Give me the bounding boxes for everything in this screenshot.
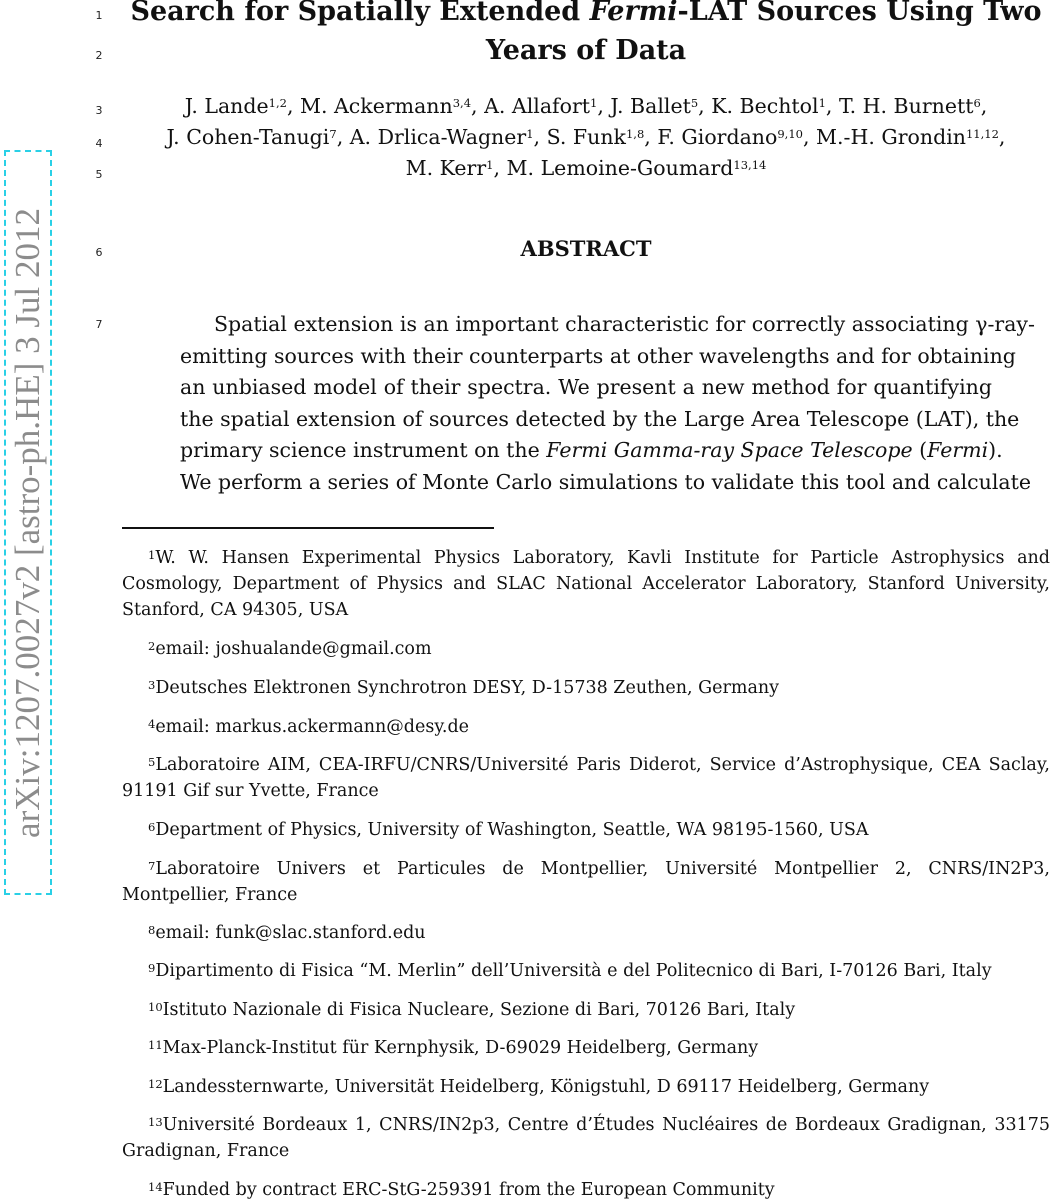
- author-name: M.-H. Grondin: [816, 125, 966, 149]
- abstract-line: Spatial extension is an important characteristic for correctly associating γ-ray-: [214, 312, 1035, 336]
- title-line-1: Search for Spatially Extended Fermi-LAT Sources Using Two: [130, 0, 1042, 27]
- footnote-text: Laboratoire Univers et Particules de Montpellier, Université Montpellier 2, CNRS/IN2P3, Montpellier, France: [122, 859, 1050, 905]
- affiliation-marker: 7: [329, 127, 337, 141]
- footnote: [122, 1074, 1050, 1100]
- footnote: [122, 920, 1050, 946]
- footnote: [122, 817, 1050, 843]
- footnote-text: Deutsches Elektronen Synchrotron DESY, D-15738 Zeuthen, Germany: [155, 678, 780, 698]
- affiliation-marker: 11,12: [965, 127, 999, 141]
- affiliation-marker: 1,2: [268, 96, 287, 110]
- author-name: F. Giordano: [657, 125, 778, 149]
- footnote: [122, 856, 1050, 908]
- author-name: M. Kerr: [405, 156, 487, 180]
- author-line: J. Lande$^{1,2}$, M. Ackermann$^{3,4}$, A. Allafort$^1$, J. Ballet$^5$, K. Bechtol$^1$, T. H. Burnett$^6$,: [184, 94, 988, 118]
- abstract-line: primary science instrument on the Fermi Gamma-ray Space Telescope (Fermi).: [180, 438, 1003, 462]
- footnote-number: 10: [148, 1000, 163, 1014]
- footnote-text: Funded by contract ERC-StG-259391 from the European Community: [162, 1180, 775, 1200]
- author-line: J. Cohen-Tanugi$^7$, A. Drlica-Wagner$^1$, S. Funk$^{1,8}$, F. Giordano$^{9,10}$, M.-H. Grondin$^{11,12}$,: [166, 125, 1006, 149]
- footnote-text: W. W. Hansen Experimental Physics Laboratory, Kavli Institute for Particle Astrophysics and Cosmology, Department of Physics and SLAC National Accelerator Laboratory, Stanford University, Stanford, CA 94305, USA: [122, 548, 1050, 620]
- author-name: J. Ballet: [610, 94, 691, 118]
- footnote-text: Laboratoire AIM, CEA-IRFU/CNRS/Université Paris Diderot, Service d’Astrophysique, CEA Saclay, 91191 Gif sur Yvette, France: [122, 755, 1050, 801]
- arxiv-stamp: [4, 150, 52, 895]
- footnote: [122, 1035, 1050, 1061]
- line-number: 6: [95, 246, 103, 259]
- footnote-number: 6: [148, 820, 156, 834]
- title-line-2: Years of Data: [485, 35, 687, 66]
- line-number: 4: [95, 137, 103, 150]
- author-name: J. Cohen-Tanugi: [166, 125, 330, 149]
- footnote: [122, 997, 1050, 1023]
- footnote-text: Department of Physics, University of Washington, Seattle, WA 98195-1560, USA: [155, 820, 869, 840]
- affiliation-marker: 1: [590, 96, 598, 110]
- affiliation-marker: 1: [818, 96, 826, 110]
- affiliation-marker: 3,4: [452, 96, 472, 110]
- affiliation-marker: 13,14: [733, 158, 767, 172]
- footnote-divider: [122, 527, 494, 529]
- footnote: [122, 545, 1050, 623]
- abstract-line: emitting sources with their counterparts at other wavelengths and for obtaining: [180, 343, 1016, 368]
- footnote-number: 7: [148, 859, 156, 873]
- footnote-text: email: funk@slac.stanford.edu: [155, 923, 426, 943]
- footnote-number: 4: [148, 717, 156, 731]
- affiliation-marker: 1: [526, 127, 534, 141]
- author-name: T. H. Burnett: [838, 94, 974, 118]
- affiliation-marker: 6: [973, 96, 981, 110]
- abstract-line: an unbiased model of their spectra. We present a new method for quantifying: [180, 375, 992, 399]
- footnote-number: 13: [148, 1115, 163, 1129]
- arxiv-stamp-text: arXiv:1207.0027v2 [astro-ph.HE] 3 Jul 2012: [8, 207, 47, 838]
- author-name: K. Bechtol: [711, 94, 819, 118]
- author-name: A. Drlica-Wagner: [349, 125, 527, 149]
- footnote: [122, 714, 1050, 740]
- line-number: 1: [95, 9, 103, 22]
- abstract-line: the spatial extension of sources detected by the Large Area Telescope (LAT), the: [180, 406, 1020, 431]
- paper-title: [122, 0, 1050, 70]
- footnote-text: Istituto Nazionale di Fisica Nucleare, Sezione di Bari, 70126 Bari, Italy: [162, 1000, 796, 1020]
- footnote-text: Landessternwarte, Universität Heidelberg, Königstuhl, D 69117 Heidelberg, Germany: [162, 1077, 930, 1097]
- footnote-number: 9: [148, 961, 156, 975]
- author-line: M. Kerr$^1$, M. Lemoine-Goumard$^{13,14}$: [405, 156, 767, 180]
- author-name: M. Ackermann: [299, 94, 453, 118]
- abstract-text: [180, 309, 1035, 498]
- line-number: 7: [95, 318, 103, 331]
- footnote-number: 3: [148, 678, 156, 692]
- footnote-text: Max-Planck-Institut für Kernphysik, D-69029 Heidelberg, Germany: [162, 1038, 759, 1058]
- line-number: 2: [95, 49, 103, 62]
- line-number: 3: [95, 104, 103, 117]
- footnote: [122, 752, 1050, 804]
- footnote: [122, 958, 1050, 984]
- footnote: [122, 1177, 1050, 1203]
- abstract-line: We perform a series of Monte Carlo simulations to validate this tool and calculate: [180, 469, 1031, 494]
- footnote-number: 11: [148, 1038, 163, 1052]
- author-name: J. Lande: [184, 94, 269, 118]
- affiliation-marker: 1: [486, 158, 494, 172]
- footnote-number: 1: [148, 548, 156, 562]
- affiliation-marker: 9,10: [777, 127, 803, 141]
- affiliation-marker: 5: [690, 96, 699, 110]
- footnote-text: Université Bordeaux 1, CNRS/IN2p3, Centre d’Études Nucléaires de Bordeaux Gradignan, 33175 Gradignan, France: [122, 1115, 1050, 1161]
- footnote: [122, 675, 1050, 701]
- author-list: [122, 91, 1050, 184]
- author-name: M. Lemoine-Goumard: [506, 156, 734, 180]
- footnote: [122, 1112, 1050, 1164]
- abstract-heading: ABSTRACT: [520, 236, 652, 261]
- author-name: A. Allafort: [484, 94, 591, 118]
- footnote-text: email: joshualande@gmail.com: [155, 639, 432, 659]
- footnote-number: 5: [148, 755, 156, 769]
- footnote-text: email: markus.ackermann@desy.de: [155, 717, 470, 737]
- footnote-number: 8: [148, 923, 156, 937]
- footnote-number: 14: [148, 1180, 163, 1194]
- footnote-number: 12: [148, 1077, 163, 1091]
- footnote-number: 2: [148, 639, 156, 653]
- line-number: 5: [95, 168, 103, 181]
- footnote-text: Dipartimento di Fisica “M. Merlin” dell’Università e del Politecnico di Bari, I-70126 Bari, Italy: [155, 961, 992, 981]
- footnote: [122, 636, 1050, 662]
- affiliation-marker: 1,8: [625, 127, 645, 141]
- author-name: S. Funk: [546, 125, 626, 149]
